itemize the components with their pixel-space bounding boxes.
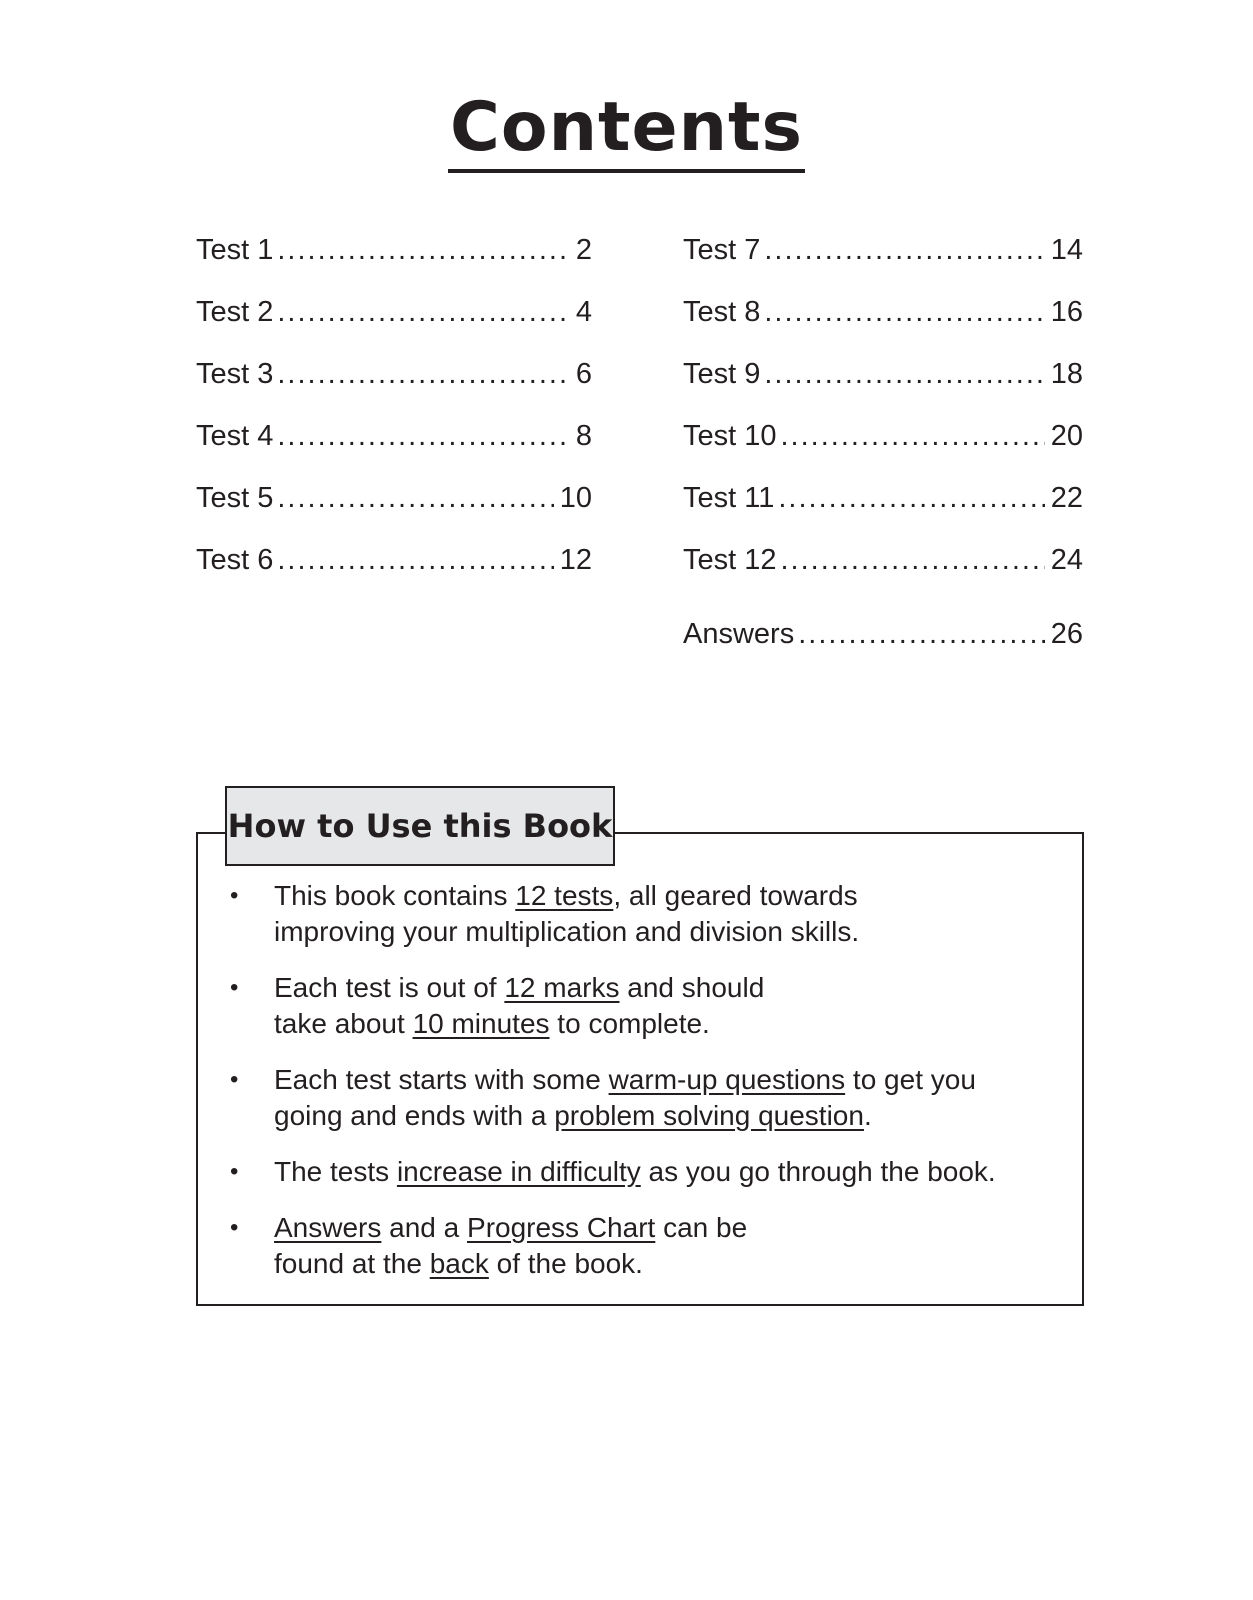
toc-entry[interactable]: [683, 476, 1083, 538]
toc-label: Test 1: [196, 234, 274, 266]
toc-label: Test 9: [683, 358, 761, 390]
item-text: improving your multiplication and division skills.: [274, 916, 860, 947]
toc-label: Test 4: [196, 420, 274, 452]
toc-entry[interactable]: [683, 228, 1083, 290]
toc-label: Answers: [683, 618, 795, 650]
dot-leader: [277, 228, 569, 272]
item-text: of the book.: [488, 1248, 643, 1279]
toc-page: 2: [575, 234, 592, 266]
toc-entry-answers[interactable]: [683, 612, 1083, 674]
toc-page: 20: [1050, 420, 1083, 452]
how-to-use-list: [230, 878, 1060, 1302]
toc-left-column: [196, 228, 592, 600]
dot-leader: [277, 476, 553, 520]
bullet-icon: •: [230, 1066, 239, 1093]
bullet-icon: •: [230, 1158, 239, 1185]
toc-page: 26: [1050, 618, 1083, 650]
item-emphasis: 12 tests: [515, 880, 614, 911]
dot-leader: [277, 290, 569, 334]
toc-entry[interactable]: [196, 290, 592, 352]
toc-entry[interactable]: [196, 538, 592, 600]
toc-entry[interactable]: [196, 352, 592, 414]
toc-label: Test 2: [196, 296, 274, 328]
toc-label: Test 3: [196, 358, 274, 390]
toc-page: 16: [1050, 296, 1083, 328]
toc-label: Test 12: [683, 544, 777, 576]
item-emphasis: 12 marks: [504, 972, 620, 1003]
page-title: [0, 88, 1253, 168]
toc-label: Test 11: [683, 482, 775, 514]
item-text: Each test starts with some: [274, 1064, 609, 1095]
dot-leader: [781, 538, 1045, 582]
dot-leader: [781, 414, 1045, 458]
item-text: Each test is out of: [274, 972, 505, 1003]
item-text: This book contains: [274, 880, 516, 911]
toc-page: 10: [559, 482, 592, 514]
how-to-use-heading: How to Use this Book: [225, 786, 615, 866]
dot-leader: [764, 290, 1044, 334]
toc-label: Test 7: [683, 234, 761, 266]
item-text: to get you: [845, 1064, 976, 1095]
dot-leader: [277, 414, 569, 458]
toc-page: 12: [559, 544, 592, 576]
dot-leader: [798, 612, 1045, 656]
dot-leader: [277, 352, 569, 396]
toc-label: Test 8: [683, 296, 761, 328]
item-text: and should: [619, 972, 765, 1003]
list-item: [230, 1154, 1060, 1190]
list-item: [230, 970, 1060, 1042]
toc-page: 24: [1050, 544, 1083, 576]
dot-leader: [764, 352, 1044, 396]
toc-entry[interactable]: [683, 414, 1083, 476]
page-title-text: Contents: [448, 88, 805, 173]
toc-label: Test 10: [683, 420, 777, 452]
toc-page: 8: [575, 420, 592, 452]
item-text: going and ends with a: [274, 1100, 555, 1131]
bullet-icon: •: [230, 974, 239, 1001]
toc-right-column: [683, 228, 1083, 674]
item-text: take about: [274, 1008, 413, 1039]
toc-page: 22: [1050, 482, 1083, 514]
bullet-icon: •: [230, 1214, 239, 1241]
list-item: [230, 878, 1060, 950]
item-emphasis: problem solving question: [554, 1100, 864, 1131]
item-text: found at the: [274, 1248, 430, 1279]
toc-page: 18: [1050, 358, 1083, 390]
item-emphasis: 10 minutes: [412, 1008, 550, 1039]
bullet-icon: •: [230, 882, 239, 909]
toc-entry[interactable]: [683, 538, 1083, 600]
toc-page: 4: [575, 296, 592, 328]
toc-label: Test 6: [196, 544, 274, 576]
item-emphasis: Progress Chart: [467, 1212, 656, 1243]
item-text: can be: [655, 1212, 748, 1243]
item-text: and a: [381, 1212, 468, 1243]
item-text: , all geared towards: [613, 880, 858, 911]
toc-entry[interactable]: [196, 228, 592, 290]
dot-leader: [764, 228, 1044, 272]
item-text: .: [863, 1100, 872, 1131]
item-emphasis: warm-up questions: [608, 1064, 846, 1095]
toc-entry[interactable]: [196, 414, 592, 476]
dot-leader: [277, 538, 553, 582]
toc-entry[interactable]: [683, 352, 1083, 414]
item-emphasis: Answers: [274, 1212, 382, 1243]
item-emphasis: increase in difficulty: [396, 1156, 641, 1187]
dot-leader: [778, 476, 1044, 520]
item-text: as you go through the book.: [640, 1156, 996, 1187]
toc-entry[interactable]: [683, 290, 1083, 352]
item-emphasis: back: [429, 1248, 489, 1279]
toc-entry[interactable]: [196, 476, 592, 538]
toc-page: 6: [575, 358, 592, 390]
toc-page: 14: [1050, 234, 1083, 266]
toc-label: Test 5: [196, 482, 274, 514]
item-text: to complete.: [549, 1008, 710, 1039]
item-text: The tests: [274, 1156, 397, 1187]
list-item: [230, 1210, 1060, 1282]
list-item: [230, 1062, 1060, 1134]
